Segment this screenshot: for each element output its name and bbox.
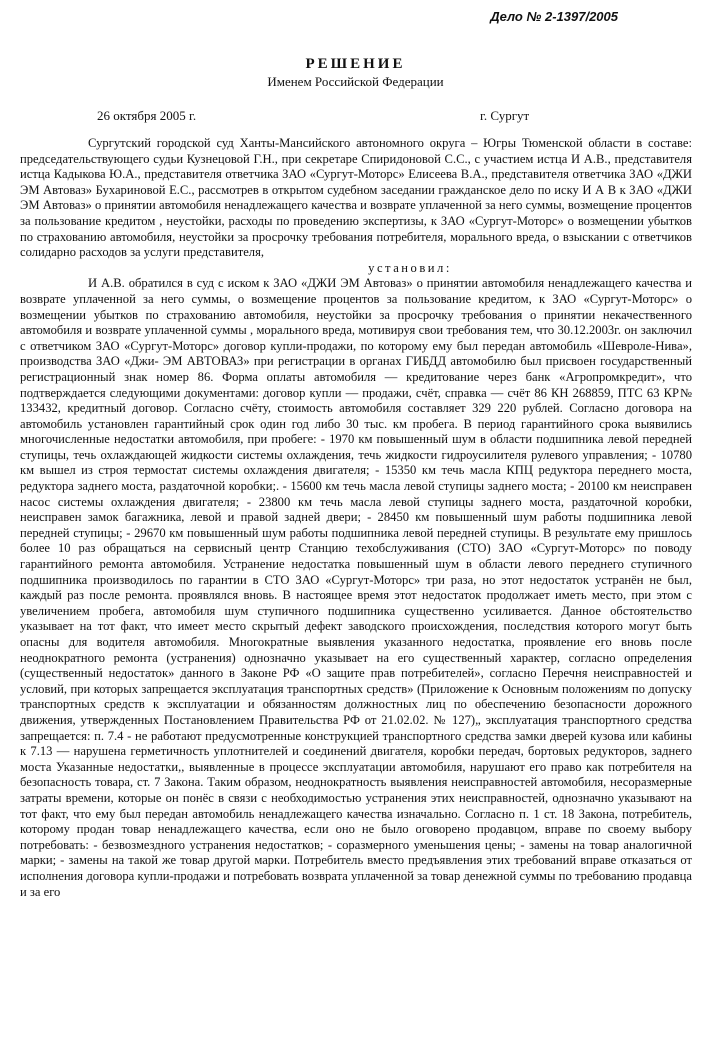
decision-city: г. Сургут xyxy=(480,108,530,123)
case-number: Дело № 2-1397/2005 xyxy=(490,9,618,24)
decision-date: 26 октября 2005 г. xyxy=(97,108,197,123)
document-body xyxy=(20,136,692,900)
ustanovil-heading: установил: xyxy=(368,260,452,275)
document-title: РЕШЕНИЕ xyxy=(305,56,406,72)
document-subtitle: Именем Российской Федерации xyxy=(267,74,444,89)
intro-paragraph: Сургутский городской суд Ханты-Мансийского автономного округа – Югры Тюменской области в составе: председательствующего судьи Кузнецовой Г.Н., при секретаре Спиридоновой С.С., с участием истца И А.В., представителя истца Кадыкова Ю.А., представителя ответчика ЗАО «Сургут-Моторс» Елисеева В.А., представителя ответчика ЗАО «ДЖИ ЭМ Автоваз» Бухариновой Е.С., рассмотрев в открытом судебном заседании гражданское дело по иску И А В к ЗАО «ДЖИ ЭМ Автоваз» о принятии автомобиля ненадлежащего качества и возврате уплаченной за него суммы, возмещение процентов за пользование кредитом , неустойки, расходы по проведению экспертизы, к ЗАО «Сургут-Моторс» о возмещении убытков по страхованию автомобиля, неустойки за просрочку требования потребителя, морального вреда, о взыскании с ответчиков солидарно расходов за услуги представителя, xyxy=(20,136,692,260)
main-paragraph: И А.В. обратился в суд с иском к ЗАО «ДЖИ ЭМ Автоваз» о принятии автомобиля ненадлежащего качества и возврате уплаченной за него суммы, о возмещение процентов за пользование кредитом, к ЗАО «Сургут-Моторс» о возмещении убытков по страхованию автомобиля, неустойки за просрочку требования о принятии некачественного автомобиля и возврате уплаченной суммы , морального вреда, мотивируя свои требования тем, что 30.12.2003г. он заключил с ответчиком ЗАО «Сургут-Моторс» договор купли-продажи, по которому ему был передан автомобиль «Шевроле-Нива», производства ЗАО «Джи- ЭМ АВТОВАЗ» при регистрации в органах ГИБДД автомобилю был присвоен государственный регистрационный знак номер 86. Форма оплаты автомобиля — кредитование через банк «Агропромкредит», что подтверждается следующими документами: договор купли — продажи, счёт, справка — счёт 86 КН 268859, ПТС 63 КР№ 133432, кредитный договор. Согласно счёту, стоимость автомобиля составляет 329 220 рублей. Согласно договора на автомобиль установлен гарантийный срок один год либо 30 тыс. км пробега. В период гарантийного срока выявились многочисленные недостатки автомобиля, при пробеге: - 1970 км повышенный шум в области подшипника левой передней ступицы, течь охлаждающей жидкости системы охлаждения, течь жидкости гидроусилителя рулевого управления; - 10780 км вышел из строя термостат системы охлаждения двигателя; - 15350 км течь масла КПЦ редуктора переднего моста, редуктора заднего моста, раздаточной коробки;. - 15600 км течь масла левой ступицы заднего моста; - 20100 км неисправен насос системы охлаждения двигателя; - 23800 км течь масла левой ступицы заднего моста, раздаточной коробки, неисправен замок багажника, левой и правой задней двери; - 28450 км повышенный шум работы подшипника левой передней ступицы; - 29670 км повышенный шум работы подшипника левой передней ступицы. В результате ему пришлось более 10 раз обращаться на сервисный центр Станцию техобслуживания (СТО) ЗАО «Сургут-Моторс» по поводу гарантийного ремонта автомобиля. Устранение недостатка повышенный шум в области левого переднего ступичного подшипника производилось по гарантии в СТО ЗАО «Сургут-Моторс» три раза, но этот недостаток устранён не был, каждый раз после ремонта. проявлялся вновь. В настоящее время этот недостаток продолжает иметь место, при этом с увеличением пробега, автомобиля шум ступичного подшипника существенно усиливается. Данное обстоятельство указывает на тот факт, что имеет место скрытый дефект заводского происхождения, последствия которого могут быть опасны для водителя автомобиля. Многократные выявления указанного недостатка, проявление его вновь после неоднократного ремонта (устранения) однозначно указывает на его существенный характер, согласно определения (существенный недостаток» данного в Законе РФ «О защите прав потребителей», согласно Перечня неисправностей и условий, при которых запрещается эксплуатация транспортных средств» (Приложение к Основным положениям по допуску транспортных средств к эксплуатации и обязанностям должностных лиц по обеспечению безопасности дорожного движения, утвержденных Постановлением Правительства РФ от 21.02.02. № 127)„ эксплуатация транспортного средства запрещается: п. 7.4 - не работают предусмотренные конструкцией транспортного средства замки дверей кузова или кабины к 7.13 — нарушена герметичность уплотнителей и соединений двигателя, коробки передач, бортовых редукторов, заднего моста Указанные недостатки,, выявленные в процессе эксплуатации автомобиля, нарушают его право как потребителя на безопасность товара, ст. 7 Закона. Таким образом, неоднократность выявления неисправностей автомобиля, несоразмерные затраты времени, которые он понёс в связи с необходимостью устранения этих неисправностей, однозначно указывают на тот факт, что ему был передан автомобиль ненадлежащего качества изначально. Согласно п. 1 ст. 18 Закона, потребитель, которому продан товар ненадлежащего качества, если оно не было оговорено продавцом, вправе по своему выбору потребовать: - безвозмездного устранения недостатков; - соразмерного уменьшения цены; - замены на товар аналогичной марки; - замены на такой же товар другой марки. Потребитель вместо предъявления этих требований вправе отказаться от исполнения договора купли-продажи и потребовать возврата уплаченной за товар денежной суммы по требованию продавца и за его xyxy=(20,276,692,899)
